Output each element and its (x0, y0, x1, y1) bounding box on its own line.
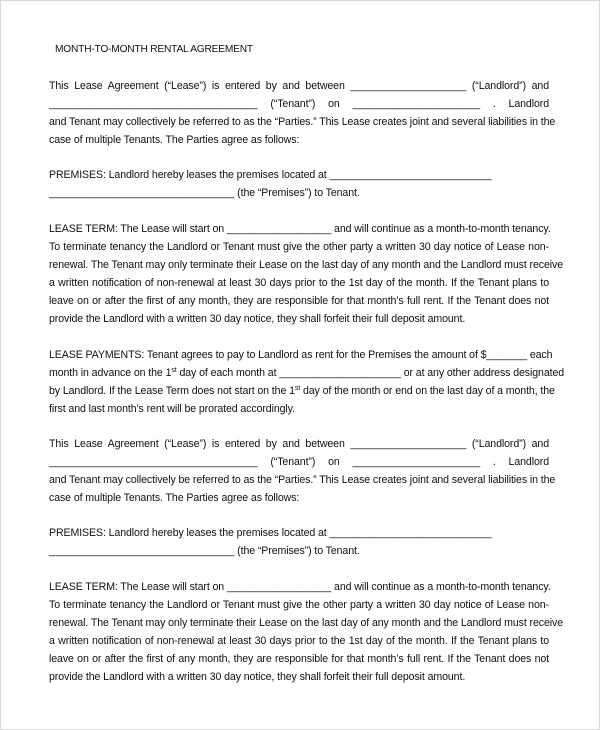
text-line: PREMISES: Landlord hereby leases the premises located at ____________________________ (49, 169, 492, 181)
line-text: by Landlord. If the Lease Term does not start on the 1 (49, 385, 295, 397)
premises-paragraph (49, 166, 549, 202)
intro-paragraph (49, 435, 556, 507)
text-line (49, 364, 565, 382)
text-line: and Tenant may collectively be referred to as the “Parties.” This Lease creates joint and several liabilities in the (49, 474, 556, 486)
lease-term-paragraph (49, 578, 563, 686)
text-line: provide the Landlord with a written 30 day notice, they shall forfeit their full deposit amount. (49, 671, 466, 683)
line-text: month in advance on the 1 (49, 367, 172, 379)
text-line: ____________________________________ (“Tenant”) on ______________________ . Landlord (49, 456, 549, 468)
text-line: and Tenant may collectively be referred to as the “Parties.” This Lease creates joint and several liabilities in the (49, 116, 556, 128)
text-line: ________________________________ (the “Premises”) to Tenant. (49, 187, 360, 199)
text-line: To terminate tenancy the Landlord or Tenant must give the other party a written 30 day notice of Lease non- (49, 241, 549, 253)
intro-paragraph (49, 77, 556, 149)
text-line: a written notification of non-renewal at least 30 days prior to the 1st day of the month. If the Tenant plans to (49, 277, 549, 289)
text-line: leave on or after the first of any month, they are responsible for that month’s full rent. If the Tenant does not (49, 295, 549, 307)
text-line: ________________________________ (the “Premises”) to Tenant. (49, 545, 360, 557)
text-line: This Lease Agreement (“Lease”) is entered by and between ____________________ (“Landlord”) and (49, 80, 549, 92)
lease-payments-paragraph (49, 346, 565, 418)
text-line: To terminate tenancy the Landlord or Tenant must give the other party a written 30 day notice of Lease non- (49, 599, 549, 611)
text-line: renewal. The Tenant may only terminate their Lease on the last day of any month and the Landlord must receive (49, 259, 563, 271)
text-line: This Lease Agreement (“Lease”) is entered by and between ____________________ (“Landlord”) and (49, 438, 549, 450)
lease-term-paragraph (49, 220, 563, 328)
text-line: case of multiple Tenants. The Parties agree as follows: (49, 134, 300, 146)
document-body (49, 41, 565, 686)
text-line: provide the Landlord with a written 30 day notice, they shall forfeit their full deposit amount. (49, 313, 466, 325)
text-line: a written notification of non-renewal at least 30 days prior to the 1st day of the month. If the Tenant plans to (49, 635, 549, 647)
document-title: MONTH-TO-MONTH RENTAL AGREEMENT (55, 44, 253, 55)
line-text: first and last month’s rent will be prorated accordingly. (49, 403, 295, 415)
premises-paragraph (49, 524, 549, 560)
line-text: LEASE PAYMENTS: Tenant agrees to pay to Landlord as rent for the Premises the amount of $_______ each (49, 349, 553, 361)
text-line: ____________________________________ (“Tenant”) on ______________________ . Landlord (49, 98, 549, 110)
line-text: day of the month or end on the last day of a month, the (300, 385, 555, 397)
ordinal-suffix: st (294, 385, 301, 392)
text-line (49, 400, 549, 418)
text-line: LEASE TERM: The Lease will start on __________________ and will continue as a month-to-month tenancy. (49, 581, 551, 593)
text-line (49, 346, 553, 364)
text-line: PREMISES: Landlord hereby leases the premises located at ____________________________ (49, 527, 492, 539)
text-line: case of multiple Tenants. The Parties agree as follows: (49, 492, 300, 504)
text-line (49, 382, 555, 400)
text-line: leave on or after the first of any month, they are responsible for that month’s full rent. If the Tenant does not (49, 653, 549, 665)
text-line: LEASE TERM: The Lease will start on __________________ and will continue as a month-to-month tenancy. (49, 223, 551, 235)
text-line: renewal. The Tenant may only terminate their Lease on the last day of any month and the Landlord must receive (49, 617, 563, 629)
line-text: day of each month at _____________________ or at any other address designated (176, 367, 565, 379)
ordinal-suffix: st (171, 367, 177, 374)
